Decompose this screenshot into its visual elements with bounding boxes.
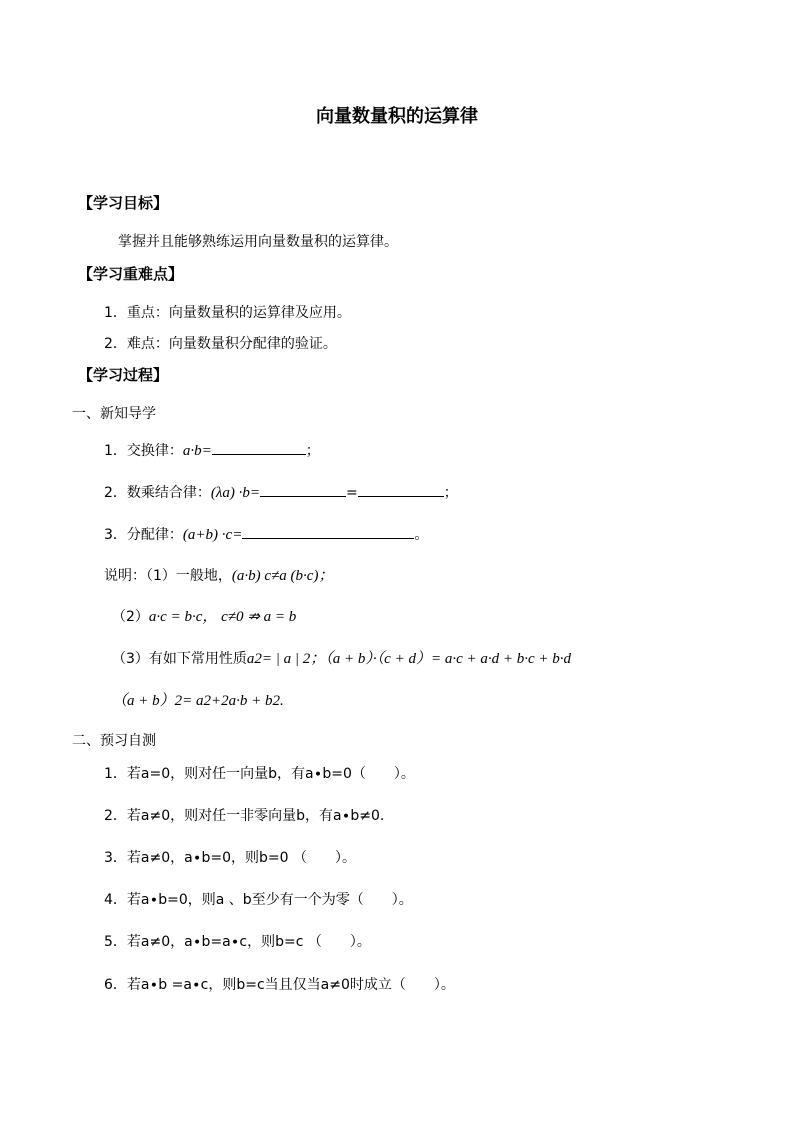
law-commutative: [104, 440, 320, 461]
answer-blank-3[interactable]: [242, 524, 414, 539]
page-title: 向量数量积的运算律: [316, 106, 478, 127]
note-3: [112, 649, 571, 669]
answer-blank-2b[interactable]: [358, 482, 444, 497]
process-heading: 【学习过程】: [78, 366, 169, 384]
law-scalar-assoc-eq: =: [346, 485, 358, 501]
key-heading: 【学习重难点】: [78, 265, 184, 283]
part1-heading: 一、新知导学: [72, 406, 156, 422]
quiz-item-2: 2．若a≠0，则对任一非零向量b，有a∙b≠0.: [104, 808, 385, 824]
law-distributive-expr: (a+b) ∙c=: [182, 527, 243, 543]
law-scalar-assoc-end: ；: [443, 485, 458, 501]
goal-text: 掌握并且能够熟练运用向量数量积的运算律。: [118, 234, 398, 250]
note-4: [112, 691, 284, 711]
law-scalar-assoc-label: 2．数乘结合律：: [104, 485, 211, 501]
law-scalar-assoc: [104, 482, 458, 503]
note-4-expr: （a + b）2= a2+2a·b + b2.: [112, 693, 284, 709]
note-3-expr: a2= | a | 2；（a + b）·（c + d）= a·c + a·d + b·c + b·d: [246, 651, 571, 667]
answer-blank-2a[interactable]: [260, 482, 346, 497]
quiz-item-4: 4．若a∙b=0，则a 、b至少有一个为零（ ）。: [104, 892, 413, 908]
key-point-2: 2．难点：向量数量积分配律的验证。: [104, 336, 337, 352]
law-distributive: [104, 524, 428, 545]
law-commutative-end: ；: [305, 443, 320, 459]
answer-blank-1[interactable]: [212, 440, 306, 455]
law-commutative-label: 1．交换律：: [104, 443, 183, 459]
note-1: [104, 566, 333, 586]
note-1-label: 说明：（1）一般地，: [104, 568, 232, 584]
note-3-label: （3）有如下常用性质: [112, 651, 247, 667]
law-scalar-assoc-expr: (λa) ∙b=: [210, 485, 261, 501]
note-2-label: （2）: [112, 609, 149, 625]
goal-heading: 【学习目标】: [78, 194, 169, 212]
law-distributive-label: 3．分配律：: [104, 527, 183, 543]
law-distributive-end: 。: [414, 527, 429, 543]
key-point-1: 1．重点：向量数量积的运算律及应用。: [104, 305, 351, 321]
quiz-item-5: 5．若a≠0，a∙b=a∙c，则b=c （ ）。: [104, 934, 371, 950]
note-2: [112, 607, 296, 627]
quiz-item-3: 3．若a≠0，a∙b=0，则b=0 （ ）。: [104, 850, 356, 866]
quiz-item-1: 1．若a=0，则对任一向量b，有a∙b=0（ ）。: [104, 766, 415, 782]
law-commutative-expr: a∙b=: [182, 443, 212, 459]
note-1-expr: (a·b) c≠a (b·c)；: [231, 568, 334, 584]
note-2-expr: a·c = b·c， c≠0 ⇏ a = b: [148, 609, 297, 625]
part2-heading: 二、预习自测: [72, 733, 156, 749]
quiz-item-6: 6．若a∙b =a∙c，则b=c当且仅当a≠0时成立（ ）。: [104, 977, 455, 993]
